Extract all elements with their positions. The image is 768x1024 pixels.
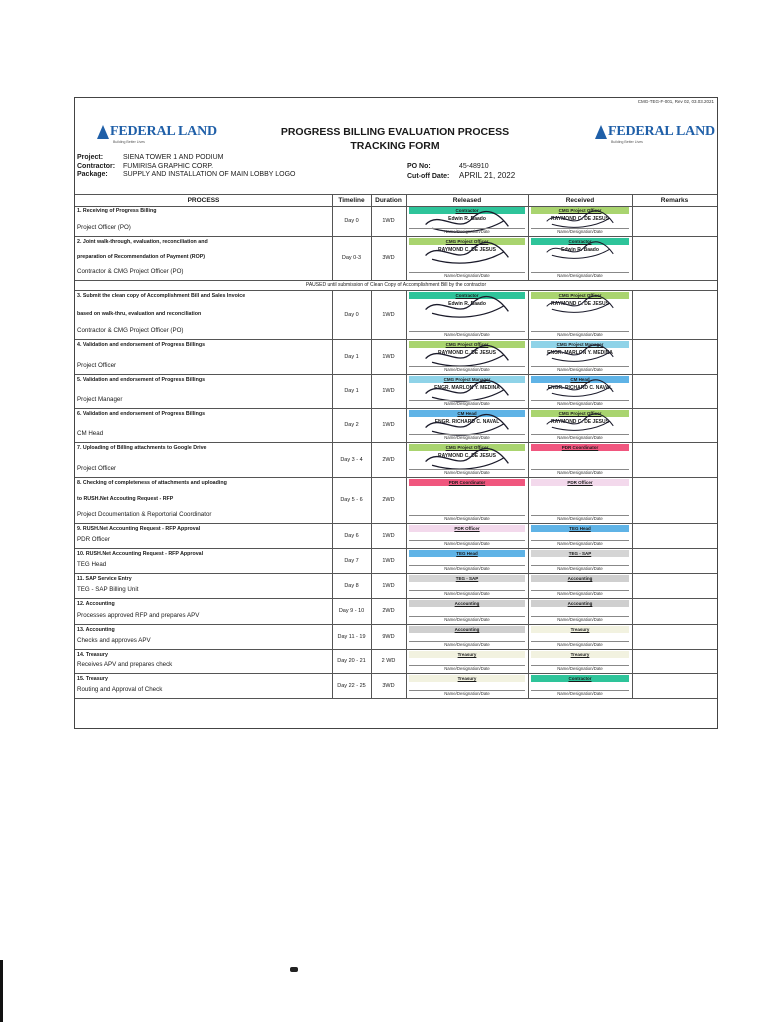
remarks-cell bbox=[632, 442, 717, 477]
responsible-party: TEG - SAP Billing Unit bbox=[77, 586, 139, 593]
released-cell bbox=[406, 477, 529, 523]
received-cell bbox=[528, 624, 633, 649]
logo-icon bbox=[97, 125, 109, 139]
name-designation-date-label: Name/Designation/Date bbox=[409, 228, 525, 235]
received-cell bbox=[528, 290, 633, 339]
received-cell bbox=[528, 339, 633, 374]
duration-cell: 3WD bbox=[371, 236, 407, 280]
duration-cell: 1WD bbox=[371, 523, 407, 548]
name-designation-date-label: Name/Designation/Date bbox=[409, 434, 525, 441]
timeline-cell: Day 20 - 21 bbox=[332, 649, 372, 673]
name-designation-date-label: Name/Designation/Date bbox=[531, 690, 629, 697]
timeline-cell: Day 1 bbox=[332, 374, 372, 408]
received-role-band: CMG Project Officer bbox=[531, 292, 629, 299]
step-title: 6. Validation and endorsement of Progress Billings bbox=[77, 411, 206, 417]
step-title: 12. Accounting bbox=[77, 601, 115, 607]
responsible-party: Contractor & CMG Project Officer (PO) bbox=[77, 268, 184, 275]
remarks-cell bbox=[632, 205, 717, 236]
responsible-party: Processes approved RFP and prepares APV bbox=[77, 612, 200, 619]
released-cell bbox=[406, 374, 529, 408]
responsible-party: CM Head bbox=[77, 430, 104, 437]
table-row bbox=[75, 598, 717, 625]
table-row bbox=[75, 624, 717, 650]
process-cell bbox=[75, 408, 333, 442]
received-role-band: Contractor bbox=[531, 675, 629, 682]
step-title: 4. Validation and endorsement of Progress Billings bbox=[77, 342, 206, 348]
step-title-continued: to RUSH.Net Accouting Request - RFP bbox=[77, 496, 174, 502]
remarks-cell bbox=[632, 624, 717, 649]
project-info: Project: SIENA TOWER 1 AND PODIUM Contractor: FUMIRISA GRAPHIC CORP. Package: SUPPLY AND INSTALLATION OF MAIN LOBBY LOGO bbox=[77, 154, 296, 179]
timeline-cell: Day 11 - 19 bbox=[332, 624, 372, 649]
released-role-band: Contractor bbox=[409, 292, 525, 299]
signatory-name: ENGR. RICHARD C. NAVAL bbox=[547, 385, 613, 391]
step-title: 14. Treasury bbox=[77, 652, 108, 658]
name-designation-date-label: Name/Designation/Date bbox=[531, 331, 629, 338]
table-row bbox=[75, 339, 717, 375]
process-cell bbox=[75, 649, 333, 673]
received-cell bbox=[528, 236, 633, 280]
process-cell bbox=[75, 236, 333, 280]
table-row bbox=[75, 442, 717, 478]
process-cell bbox=[75, 573, 333, 598]
signatory-name: RAYMOND C. DE JESUS bbox=[438, 453, 496, 459]
name-designation-date-label: Name/Designation/Date bbox=[531, 641, 629, 648]
timeline-cell: Day 2 bbox=[332, 408, 372, 442]
duration-cell: 1WD bbox=[371, 339, 407, 374]
released-cell bbox=[406, 673, 529, 698]
duration-cell: 1WD bbox=[371, 205, 407, 236]
received-cell bbox=[528, 205, 633, 236]
received-cell bbox=[528, 649, 633, 673]
name-designation-date-label: Name/Designation/Date bbox=[409, 272, 525, 279]
signatory-name: Edwin R. Baado bbox=[448, 216, 486, 222]
released-cell bbox=[406, 598, 529, 624]
duration-cell: 1WD bbox=[371, 573, 407, 598]
duration-cell: 1WD bbox=[371, 290, 407, 339]
remarks-cell bbox=[632, 598, 717, 624]
process-cell bbox=[75, 624, 333, 649]
responsible-party: TEG Head bbox=[77, 561, 107, 568]
received-cell bbox=[528, 374, 633, 408]
duration-cell: 2WD bbox=[371, 477, 407, 523]
tracking-form-sheet bbox=[74, 97, 718, 729]
signature-mark bbox=[421, 293, 513, 321]
released-cell bbox=[406, 523, 529, 548]
process-cell bbox=[75, 523, 333, 548]
responsible-party: Contractor & CMG Project Officer (PO) bbox=[77, 327, 184, 334]
received-role-band: CMG Project Officer bbox=[531, 410, 629, 417]
timeline-cell: Day 0-3 bbox=[332, 236, 372, 280]
released-role-band: PDR Coordinator bbox=[409, 479, 525, 486]
logo-icon bbox=[595, 125, 607, 139]
name-designation-date-label: Name/Designation/Date bbox=[409, 665, 525, 672]
remarks-cell bbox=[632, 477, 717, 523]
released-role-band: PDR Officer bbox=[409, 525, 525, 532]
released-role-band: CMG Project Officer bbox=[409, 341, 525, 348]
name-designation-date-label: Name/Designation/Date bbox=[531, 272, 629, 279]
timeline-cell: Day 3 - 4 bbox=[332, 442, 372, 477]
responsible-party: Project Dcoumentation & Reportorial Coordinator bbox=[77, 511, 212, 518]
released-cell bbox=[406, 573, 529, 598]
header-released: Released bbox=[406, 195, 529, 206]
signature-mark bbox=[543, 411, 617, 433]
released-role-band: TEG Head bbox=[409, 550, 525, 557]
remarks-cell bbox=[632, 573, 717, 598]
responsible-party: PDR Officer bbox=[77, 536, 110, 543]
signatory-name: RAYMOND C. DE JESUS bbox=[438, 247, 496, 253]
table-row bbox=[75, 523, 717, 549]
remarks-cell bbox=[632, 649, 717, 673]
name-designation-date-label: Name/Designation/Date bbox=[409, 565, 525, 572]
remarks-cell bbox=[632, 374, 717, 408]
released-role-band: Contractor bbox=[409, 207, 525, 214]
step-title: 11. SAP Service Entry bbox=[77, 576, 132, 582]
remarks-cell bbox=[632, 236, 717, 280]
responsible-party: Routing and Approval of Check bbox=[77, 686, 163, 693]
signature-mark bbox=[543, 239, 617, 261]
timeline-cell: Day 0 bbox=[332, 290, 372, 339]
signatory-name: Edwin R. Baado bbox=[448, 301, 486, 307]
responsible-party: Checks and approves APV bbox=[77, 637, 151, 644]
released-role-band: CMG Project Officer bbox=[409, 238, 525, 245]
received-role-band: PDR Coordinator bbox=[531, 444, 629, 451]
timeline-cell: Day 1 bbox=[332, 339, 372, 374]
table-row bbox=[75, 573, 717, 599]
released-role-band: Accounting bbox=[409, 600, 525, 607]
step-title-continued: based on walk-thru, evaluation and reconciliation bbox=[77, 311, 202, 317]
released-cell bbox=[406, 624, 529, 649]
received-role-band: PDR Officer bbox=[531, 479, 629, 486]
process-cell bbox=[75, 548, 333, 573]
received-role-band: Treasury bbox=[531, 651, 629, 658]
signature-mark bbox=[543, 342, 617, 364]
federal-land-logo-left: FEDERAL LAND Building Better Lives bbox=[97, 124, 217, 144]
paused-notice-row: PAUSED until submission of Clean Copy of Accomplishment Bill by the contractor bbox=[75, 280, 717, 291]
name-designation-date-label: Name/Designation/Date bbox=[531, 515, 629, 522]
duration-cell: 2WD bbox=[371, 598, 407, 624]
received-role-band: Contractor bbox=[531, 238, 629, 245]
signature-mark bbox=[421, 239, 513, 267]
signature-mark bbox=[543, 293, 617, 315]
name-designation-date-label: Name/Designation/Date bbox=[531, 565, 629, 572]
received-cell bbox=[528, 673, 633, 698]
timeline-cell: Day 6 bbox=[332, 523, 372, 548]
header-timeline: Timeline bbox=[332, 195, 372, 206]
table-row bbox=[75, 477, 717, 524]
responsible-party: Project Officer bbox=[77, 465, 117, 472]
responsible-party: Receives APV and prepares check bbox=[77, 661, 173, 668]
name-designation-date-label: Name/Designation/Date bbox=[409, 515, 525, 522]
signatory-name: RAYMOND C. DE JESUS bbox=[551, 419, 609, 425]
federal-land-logo-right: FEDERAL LAND Building Better Lives bbox=[595, 124, 715, 144]
form-title: PROGRESS BILLING EVALUATION PROCESS TRACKING FORM bbox=[280, 126, 510, 152]
table-row bbox=[75, 548, 717, 574]
header-received: Received bbox=[528, 195, 633, 206]
process-cell bbox=[75, 205, 333, 236]
released-cell bbox=[406, 408, 529, 442]
signatory-name: ENGR. MARLON Y. MEDINA bbox=[547, 350, 613, 356]
duration-cell: 1WD bbox=[371, 548, 407, 573]
duration-cell: 3WD bbox=[371, 673, 407, 698]
signature-mark bbox=[543, 208, 617, 230]
step-title: 15. Treasury bbox=[77, 676, 108, 682]
step-title: 9. RUSH.Net Accounting Request - RFP Approval bbox=[77, 526, 201, 532]
released-role-band: CM Head bbox=[409, 410, 525, 417]
name-designation-date-label: Name/Designation/Date bbox=[409, 616, 525, 623]
remarks-cell bbox=[632, 548, 717, 573]
process-cell bbox=[75, 339, 333, 374]
timeline-cell: Day 8 bbox=[332, 573, 372, 598]
step-title-continued: preparation of Recommendation of Payment (ROP) bbox=[77, 254, 206, 260]
received-role-band: CMG Project Officer bbox=[531, 207, 629, 214]
released-role-band: Treasury bbox=[409, 651, 525, 658]
header-remarks: Remarks bbox=[660, 197, 689, 204]
table-row bbox=[75, 649, 717, 674]
table-row bbox=[75, 673, 717, 699]
step-title: 13. Accounting bbox=[77, 627, 115, 633]
name-designation-date-label: Name/Designation/Date bbox=[531, 616, 629, 623]
released-role-band: Accounting bbox=[409, 626, 525, 633]
remarks-cell bbox=[632, 339, 717, 374]
duration-cell: 9WD bbox=[371, 624, 407, 649]
released-cell bbox=[406, 236, 529, 280]
remarks-cell bbox=[632, 523, 717, 548]
released-role-band: CMG Project Officer bbox=[409, 444, 525, 451]
released-cell bbox=[406, 339, 529, 374]
table-row bbox=[75, 290, 717, 340]
signatory-name: RAYMOND C. DE JESUS bbox=[551, 301, 609, 307]
received-cell bbox=[528, 598, 633, 624]
responsible-party: Project Officer bbox=[77, 362, 117, 369]
name-designation-date-label: Name/Designation/Date bbox=[531, 665, 629, 672]
name-designation-date-label: Name/Designation/Date bbox=[531, 469, 629, 476]
step-title: 8. Checking of completeness of attachments and uploading bbox=[77, 480, 227, 486]
step-title: 3. Submit the clean copy of Accomplishment Bill and Sales Invoice bbox=[77, 293, 246, 299]
name-designation-date-label: Name/Designation/Date bbox=[409, 331, 525, 338]
step-title: 10. RUSH.Net Accounting Request - RFP Approval bbox=[77, 551, 204, 557]
process-cell bbox=[75, 477, 333, 523]
signatory-name: RAYMOND C. DE JESUS bbox=[551, 216, 609, 222]
name-designation-date-label: Name/Designation/Date bbox=[531, 400, 629, 407]
received-role-band: Accounting bbox=[531, 600, 629, 607]
timeline-cell: Day 7 bbox=[332, 548, 372, 573]
table-row bbox=[75, 374, 717, 409]
signatory-name: ENGR. RICHARD C. NAVAL bbox=[434, 419, 500, 425]
name-designation-date-label: Name/Designation/Date bbox=[531, 228, 629, 235]
header-process: PROCESS bbox=[75, 195, 333, 206]
name-designation-date-label: Name/Designation/Date bbox=[409, 690, 525, 697]
header-duration: Duration bbox=[371, 195, 407, 206]
name-designation-date-label: Name/Designation/Date bbox=[409, 641, 525, 648]
received-role-band: Accounting bbox=[531, 575, 629, 582]
signatory-name: Edwin R. Baado bbox=[561, 247, 599, 253]
table-row bbox=[75, 236, 717, 281]
name-designation-date-label: Name/Designation/Date bbox=[409, 540, 525, 547]
name-designation-date-label: Name/Designation/Date bbox=[531, 540, 629, 547]
duration-cell: 2WD bbox=[371, 442, 407, 477]
released-role-band: TEG - SAP bbox=[409, 575, 525, 582]
received-role-band: TEG - SAP bbox=[531, 550, 629, 557]
scan-edge-mark bbox=[0, 960, 3, 1022]
timeline-cell: Day 5 - 6 bbox=[332, 477, 372, 523]
name-designation-date-label: Name/Designation/Date bbox=[531, 366, 629, 373]
document-reference: CMG-TEG-F-001, Rev 02, 03.03.2021 bbox=[637, 99, 714, 104]
released-cell bbox=[406, 649, 529, 673]
process-cell bbox=[75, 374, 333, 408]
table-row bbox=[75, 205, 717, 237]
received-cell bbox=[528, 573, 633, 598]
received-cell bbox=[528, 408, 633, 442]
step-title: 7. Uploading of Billing attachments to Google Drive bbox=[77, 445, 207, 451]
released-role-band: CMG Project Manager bbox=[409, 376, 525, 383]
name-designation-date-label: Name/Designation/Date bbox=[531, 434, 629, 441]
received-role-band: CMG Project Manager bbox=[531, 341, 629, 348]
remarks-cell bbox=[632, 673, 717, 698]
step-title: 5. Validation and endorsement of Progress Billings bbox=[77, 377, 206, 383]
process-cell bbox=[75, 290, 333, 339]
received-cell bbox=[528, 477, 633, 523]
released-cell bbox=[406, 205, 529, 236]
po-info: PO No: 45-48910 Cut-off Date: APRIL 21, 2022 bbox=[407, 163, 516, 180]
process-cell bbox=[75, 598, 333, 624]
step-title: 2. Joint walk-through, evaluation, reconciliation and bbox=[77, 239, 208, 245]
duration-cell: 2 WD bbox=[371, 649, 407, 673]
duration-cell: 1WD bbox=[371, 408, 407, 442]
received-cell bbox=[528, 442, 633, 477]
timeline-cell: Day 0 bbox=[332, 205, 372, 236]
name-designation-date-label: Name/Designation/Date bbox=[531, 590, 629, 597]
remarks-cell bbox=[632, 408, 717, 442]
name-designation-date-label: Name/Designation/Date bbox=[409, 366, 525, 373]
received-role-band: CM Head bbox=[531, 376, 629, 383]
received-cell bbox=[528, 523, 633, 548]
timeline-cell: Day 9 - 10 bbox=[332, 598, 372, 624]
released-cell bbox=[406, 290, 529, 339]
responsible-party: Project Manager bbox=[77, 396, 123, 403]
signatory-name: ENGR. MARLON Y. MEDINA bbox=[434, 385, 500, 391]
signature-mark bbox=[543, 377, 617, 399]
process-cell bbox=[75, 673, 333, 698]
responsible-party: Project Officer (PO) bbox=[77, 224, 131, 231]
timeline-cell: Day 22 - 25 bbox=[332, 673, 372, 698]
step-title: 1. Receiving of Progress Billing bbox=[77, 208, 157, 214]
process-cell bbox=[75, 442, 333, 477]
received-cell bbox=[528, 548, 633, 573]
remarks-cell bbox=[632, 290, 717, 339]
name-designation-date-label: Name/Designation/Date bbox=[409, 469, 525, 476]
scan-speck bbox=[290, 967, 298, 972]
released-cell bbox=[406, 548, 529, 573]
name-designation-date-label: Name/Designation/Date bbox=[409, 590, 525, 597]
received-role-band: Treasury bbox=[531, 626, 629, 633]
name-designation-date-label: Name/Designation/Date bbox=[409, 400, 525, 407]
released-cell bbox=[406, 442, 529, 477]
released-role-band: Treasury bbox=[409, 675, 525, 682]
received-role-band: TEG Head bbox=[531, 525, 629, 532]
table-row bbox=[75, 408, 717, 443]
duration-cell: 1WD bbox=[371, 374, 407, 408]
signatory-name: RAYMOND C. DE JESUS bbox=[438, 350, 496, 356]
